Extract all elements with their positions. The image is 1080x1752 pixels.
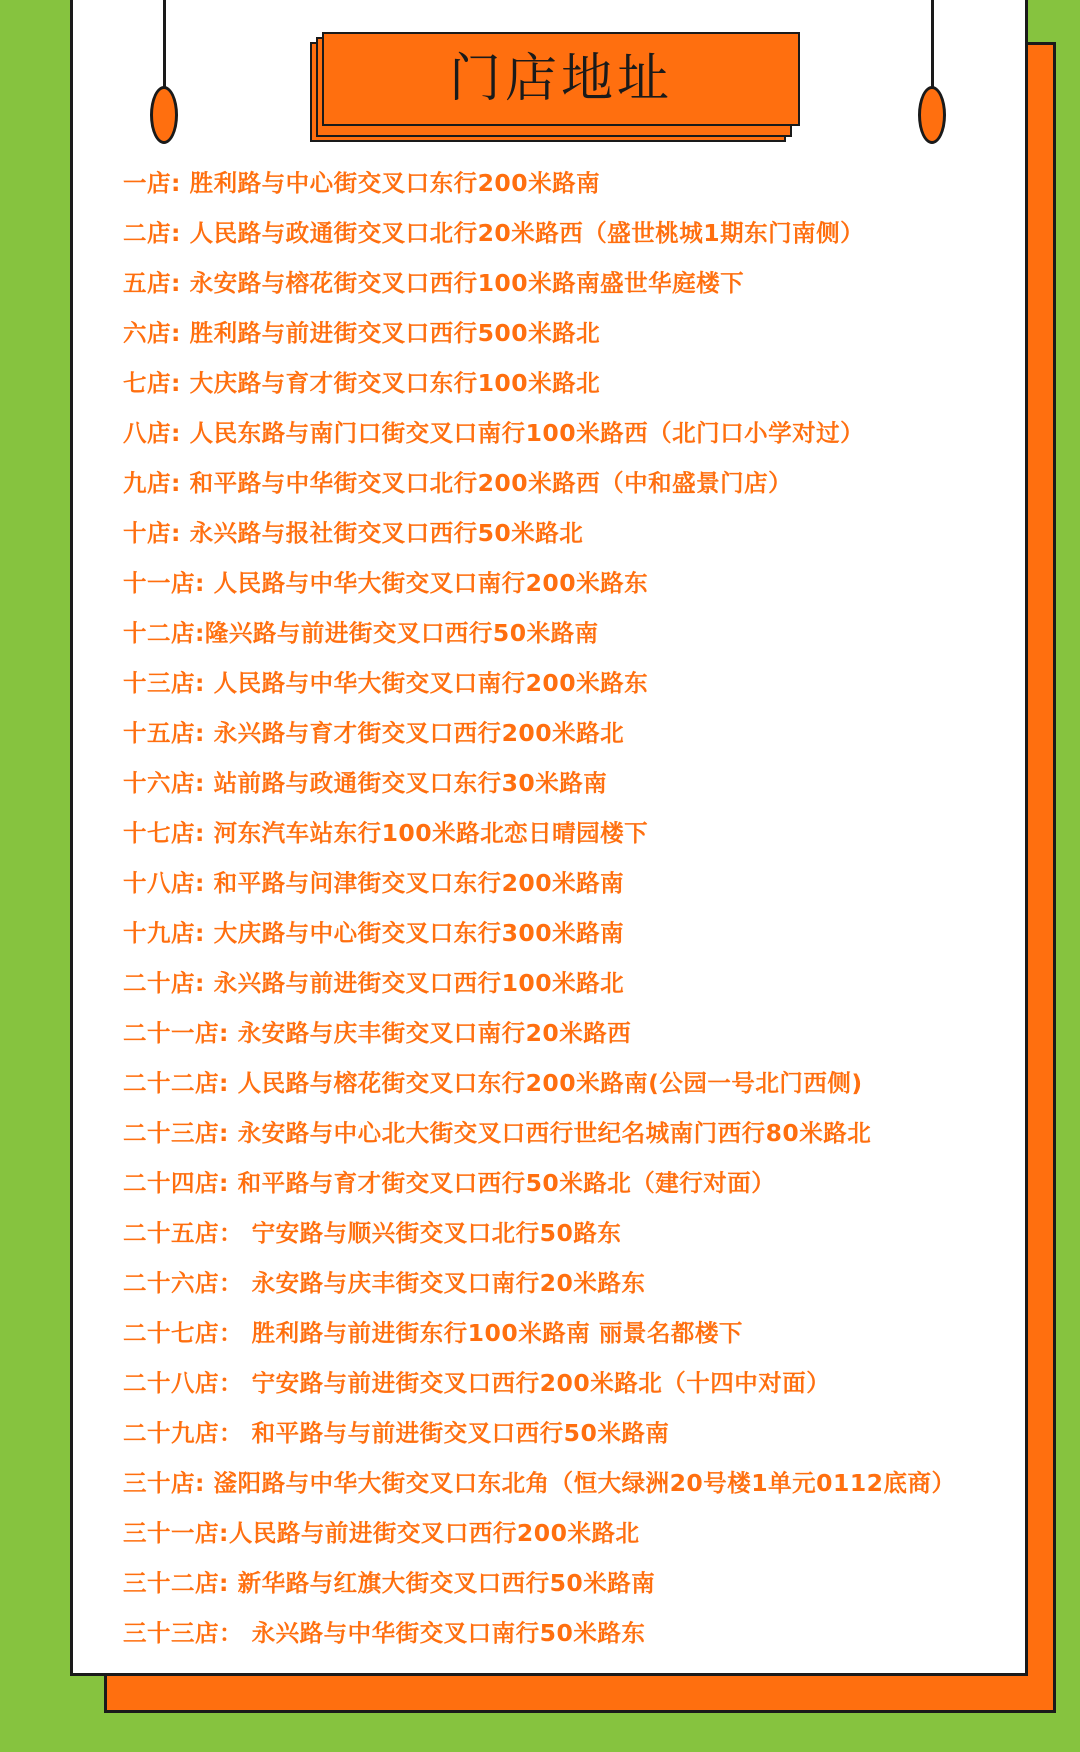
lantern-icon (150, 86, 178, 144)
store-address-item: 十七店: 河东汽车站东行100米路北恋日晴园楼下 (123, 819, 649, 847)
store-address-item: 二十店: 永兴路与前进街交叉口西行100米路北 (123, 969, 625, 997)
store-address-item: 十店: 永兴路与报社街交叉口西行50米路北 (123, 519, 584, 547)
store-address-item: 十八店: 和平路与问津街交叉口东行200米路南 (123, 869, 625, 897)
store-address-item: 三十三店： 永兴路与中华街交叉口南行50米路东 (123, 1619, 646, 1647)
store-address-item: 十九店: 大庆路与中心街交叉口东行300米路南 (123, 919, 625, 947)
store-address-item: 二十七店： 胜利路与前进街东行100米路南 丽景名都楼下 (123, 1319, 743, 1347)
store-address-item: 二十五店： 宁安路与顺兴街交叉口北行50路东 (123, 1219, 622, 1247)
store-address-item: 二十一店: 永安路与庆丰街交叉口南行20米路西 (123, 1019, 632, 1047)
store-address-item: 七店: 大庆路与育才街交叉口东行100米路北 (123, 369, 601, 397)
store-address-item: 六店: 胜利路与前进街交叉口西行500米路北 (123, 319, 601, 347)
store-address-item: 十五店: 永兴路与育才街交叉口西行200米路北 (123, 719, 625, 747)
title-banner (322, 32, 800, 126)
store-address-item: 二十四店: 和平路与育才街交叉口西行50米路北（建行对面） (123, 1169, 776, 1197)
store-address-item: 二十八店： 宁安路与前进街交叉口西行200米路北（十四中对面） (123, 1369, 831, 1397)
store-address-item: 十二店:隆兴路与前进街交叉口西行50米路南 (123, 619, 599, 647)
store-address-item: 二十六店： 永安路与庆丰街交叉口南行20米路东 (123, 1269, 646, 1297)
lantern-string-left (163, 0, 166, 88)
store-address-item: 十三店: 人民路与中华大街交叉口南行200米路东 (123, 669, 649, 697)
store-address-item: 十六店: 站前路与政通街交叉口东行30米路南 (123, 769, 608, 797)
store-address-item: 一店: 胜利路与中心街交叉口东行200米路南 (123, 169, 601, 197)
lantern-string-right (931, 0, 934, 88)
store-address-item: 八店: 人民东路与南门口街交叉口南行100米路西（北门口小学对过） (123, 419, 865, 447)
page-title: 门店地址 (448, 49, 673, 109)
lantern-icon (918, 86, 946, 144)
store-list (123, 158, 956, 1658)
store-address-item: 三十店: 滏阳路与中华大街交叉口东北角（恒大绿洲20号楼1单元0112底商） (123, 1469, 956, 1497)
store-address-item: 五店: 永安路与榕花街交叉口西行100米路南盛世华庭楼下 (123, 269, 745, 297)
store-address-item: 十一店: 人民路与中华大街交叉口南行200米路东 (123, 569, 649, 597)
store-address-item: 三十二店: 新华路与红旗大街交叉口西行50米路南 (123, 1569, 656, 1597)
store-address-item: 二十二店: 人民路与榕花街交叉口东行200米路南(公园一号北门西侧) (123, 1069, 863, 1097)
store-address-item: 二十三店: 永安路与中心北大街交叉口西行世纪名城南门西行80米路北 (123, 1119, 872, 1147)
store-address-item: 二十九店： 和平路与与前进街交叉口西行50米路南 (123, 1419, 670, 1447)
store-address-item: 二店: 人民路与政通街交叉口北行20米路西（盛世桃城1期东门南侧） (123, 219, 865, 247)
store-address-item: 九店: 和平路与中华街交叉口北行200米路西（中和盛景门店） (123, 469, 793, 497)
store-address-item: 三十一店:人民路与前进街交叉口西行200米路北 (123, 1519, 640, 1547)
